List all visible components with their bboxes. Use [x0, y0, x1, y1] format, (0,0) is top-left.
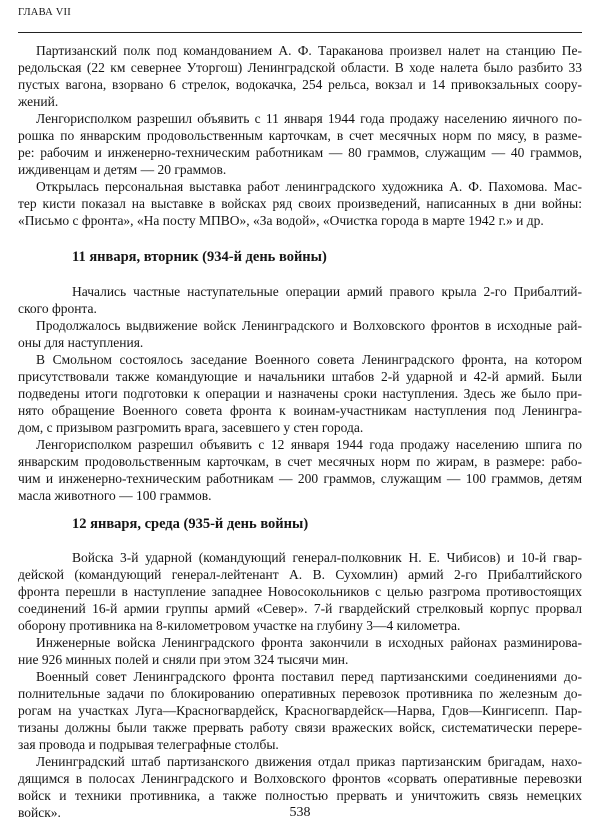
text-line: войск и техники противника, а также полностью прервать и уничтожить связь немецких: [18, 788, 582, 803]
section-heading-jan-11: 11 января, вторник (934-й день войны): [72, 249, 327, 265]
text-line: Ленгорисполком разрешил объявить с 12 января 1944 года продажу населению шпига по: [36, 437, 582, 452]
text-line: соединений 16-й армии группы армий «Север». 7-й гвардейский стрелковый корпус прорвал: [18, 601, 582, 616]
paragraph: [18, 283, 582, 317]
section-intro: [18, 42, 582, 229]
page-number: 538: [289, 805, 311, 820]
text-line: иждивенцам и детям — 20 граммов.: [18, 162, 227, 177]
paragraph: [18, 317, 582, 351]
text-line: Партизанский полк под командованием А. Ф. Тараканова произвел налет на станцию Пе-: [36, 43, 582, 58]
paragraph: [18, 42, 582, 110]
header-rule: [18, 32, 582, 33]
text-line: пустых вагона, взорвано 6 стрелок, водокачка, 254 рельса, вокзал и 14 привокзальных соору-: [18, 77, 582, 92]
text-line: оборону противника на 8-километровом участке на глубину 3—4 километра.: [18, 618, 461, 633]
section-jan-12: [18, 549, 582, 821]
paragraph: [18, 178, 582, 229]
text-line: Начались частные наступательные операции армий правого крыла 2-го Прибалтий-: [72, 284, 582, 299]
text-line: оны для наступления.: [18, 335, 144, 350]
section-jan-11: [18, 283, 582, 504]
text-line: Ленинградский штаб партизанского движения отдал приказ партизанским бригадам, нахо-: [36, 754, 582, 769]
text-line: ние 926 минных полей и сняли при этом 324 тысячи мин.: [18, 652, 349, 667]
text-line: подведены итоги подготовки к операции и назначены сроки наступления. Здесь же было при-: [18, 386, 582, 401]
text-line: В Смольном состоялось заседание Военного совета Ленинградского фронта, на котором: [36, 352, 582, 367]
paragraph: [18, 549, 582, 634]
text-line: войск».: [18, 805, 61, 820]
text-line: Войска 3-й ударной (командующий генерал-полковник Н. Е. Чибисов) и 10-й гвар-: [72, 550, 582, 565]
text-line: фронта перешли в наступление западнее Новосокольников с целью разгрома противостоящих: [18, 584, 582, 599]
text-line: дейской (командующий генерал-лейтенант А. В. Сухомлин) армий 2-го Прибалтийского: [18, 567, 582, 582]
running-head: ГЛАВА VII: [18, 7, 71, 18]
text-line: дом, с призывом разгромить врага, засевшего у стен города.: [18, 420, 364, 435]
text-line: рогам на участках Луга—Красногвардейск, Красногвардейск—Нарва, Гдов—Кингисепп. Пар-: [18, 703, 582, 718]
text-line: жений.: [18, 94, 59, 109]
text-line: тер кисти показал на выставке в войсках ряд своих произведений, написанных в дни войны:: [18, 196, 582, 211]
section-heading-jan-12: 12 января, среда (935-й день войны): [72, 516, 309, 532]
text-line: дящимся в полосах Ленинградского и Волховского фронтов «сорвать оперативные перевозки: [18, 771, 582, 786]
paragraph: [18, 351, 582, 436]
text-line: Инженерные войска Ленинградского фронта закончили в исходных районах разминирова-: [36, 635, 582, 650]
text-line: «Письмо с фронта», «На посту МПВО», «За водой», «Очистка города в марте 1942 г.» и др.: [18, 213, 544, 228]
text-line: полнительные задачи по блокированию оперативных перевозок противника по железным до-: [18, 686, 582, 701]
text-line: редольская (22 км севернее Уторгош) Ленинградской области. В ходе налета было разбито 33: [18, 60, 582, 75]
paragraph: [18, 634, 582, 668]
text-line: нято обращение Военного совета фронта к воинам-участникам наступления под Ленингра-: [18, 403, 582, 418]
text-line: Военный совет Ленинградского фронта поставил перед партизанскими соединениями до-: [36, 669, 582, 684]
text-line: масла животного — 100 граммов.: [18, 488, 212, 503]
text-line: Ленгорисполком разрешил объявить с 11 января 1944 года продажу населению яичного по-: [36, 111, 582, 126]
paragraph: [18, 110, 582, 178]
text-line: Открылась персональная выставка работ ленинградского художника А. Ф. Пахомова. Мас-: [36, 179, 582, 194]
text-line: рошка по январским продовольственным карточкам, в счет месячных норм по мясу, в разме-: [18, 128, 582, 143]
text-line: ре: рабочим и инженерно-техническим работникам — 80 граммов, служащим — 40 граммов,: [18, 145, 582, 160]
paragraph: [18, 668, 582, 753]
text-line: Продолжалось выдвижение войск Ленинградского и Волховского фронтов в исходные рай-: [36, 318, 582, 333]
text-line: зая провода и подрывая телеграфные столбы.: [18, 737, 279, 752]
paragraph: [18, 436, 582, 504]
text-line: чим и инженерно-техническим работникам — 200 граммов, служащим — 100 граммов, детям: [18, 471, 582, 486]
text-line: тизаны должны были также прервать работу связи вражеских войск, систематически перере-: [18, 720, 582, 735]
text-line: январским продовольственным карточкам, в счет месячных норм по жирам, в размере: рабо-: [18, 454, 582, 469]
text-line: присутствовали также командующие и начальники штабов 2-й ударной и 42-й армий. Были: [18, 369, 582, 384]
text-line: ского фронта.: [18, 301, 97, 316]
